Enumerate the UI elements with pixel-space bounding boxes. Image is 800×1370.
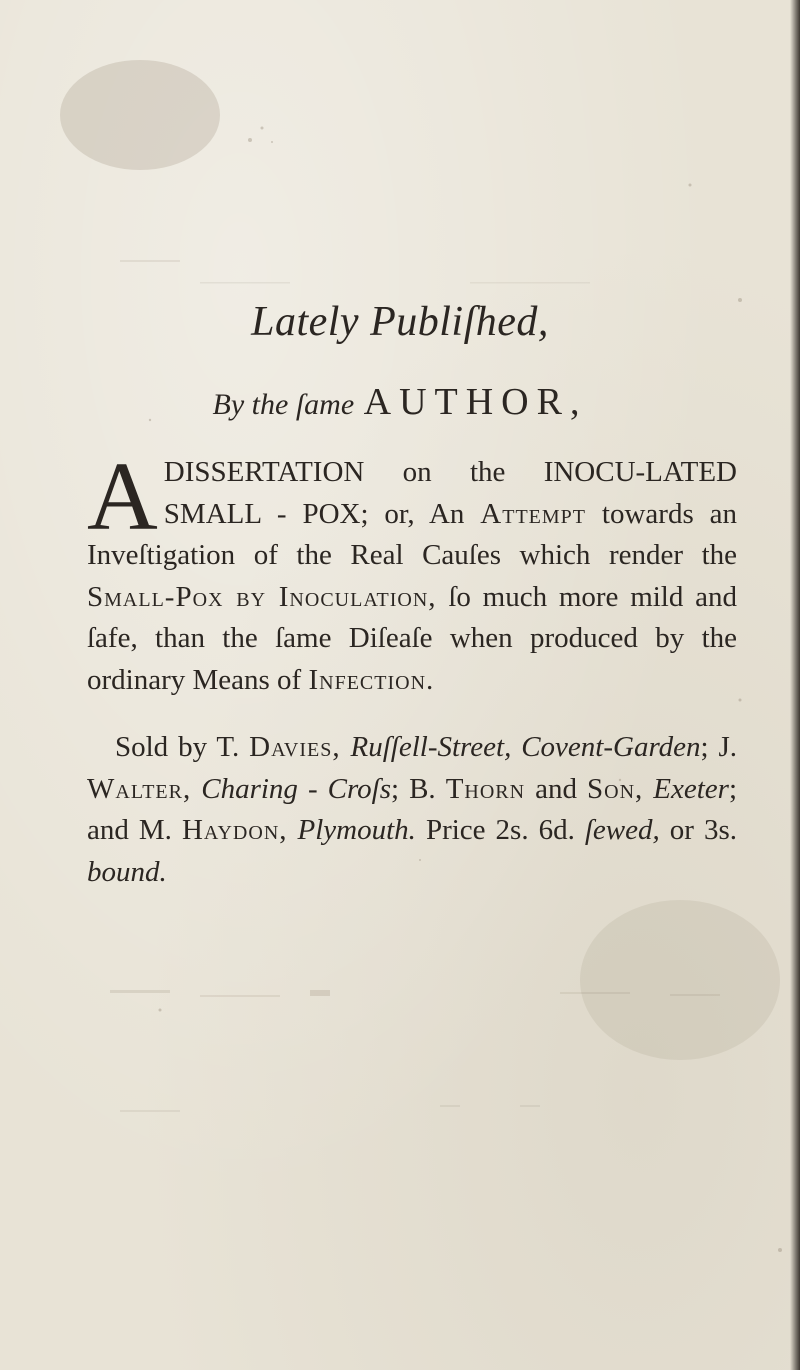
segment [191, 773, 201, 805]
segment: ſewed, [584, 814, 660, 846]
segment: Sold by T. [115, 731, 250, 763]
segment: Ruſſell-Street, Covent-Garden [350, 731, 701, 763]
segment: Walter, [87, 772, 192, 805]
advertisement-body [87, 443, 738, 893]
stain [60, 60, 220, 170]
segment [643, 773, 653, 805]
stain [580, 900, 780, 1060]
segment: Haydon, [181, 814, 288, 846]
segment: DISSERTATION on the INOCU-LATED SMALL - POX; or, An [163, 456, 737, 530]
segment: Small-Pox by Inoculation, [87, 580, 437, 613]
segment: towards an Inveſtigation of the Real Cauſes which render the [87, 497, 737, 571]
segment: Davies, [249, 731, 341, 763]
drop-cap: A [87, 443, 158, 551]
byline [0, 380, 800, 424]
segment [341, 731, 351, 763]
heading-lately-published: Lately Publiſhed, [251, 299, 549, 345]
segment: Attempt [480, 497, 587, 530]
segment: Son, [587, 772, 644, 805]
segment: Price 2s. 6d. [415, 814, 585, 846]
segment: Exeter [653, 772, 729, 805]
segment: Plymouth. [297, 814, 416, 846]
segment [288, 814, 298, 846]
segment: ; B. [391, 772, 446, 805]
segment: Thorn [445, 772, 526, 805]
segment: Infection. [308, 663, 435, 696]
byline-author: AUTHOR, [363, 381, 588, 423]
dissertation-paragraph [87, 443, 737, 701]
segment: bound. [87, 855, 167, 888]
segment: Charing - Croſs [201, 772, 392, 805]
segment: ; J. [700, 731, 738, 763]
segment: ; and M. [87, 772, 738, 846]
page-edge-shadow [790, 0, 800, 1370]
sold-by-paragraph [87, 727, 737, 893]
segment: and [525, 772, 587, 805]
segment: or 3s. [659, 814, 737, 846]
segment: ſo much more mild and ſafe, than the ſame Diſeaſe when produced by the ordinary Means of [87, 580, 737, 696]
byline-prefix: By the ſame [212, 388, 355, 421]
